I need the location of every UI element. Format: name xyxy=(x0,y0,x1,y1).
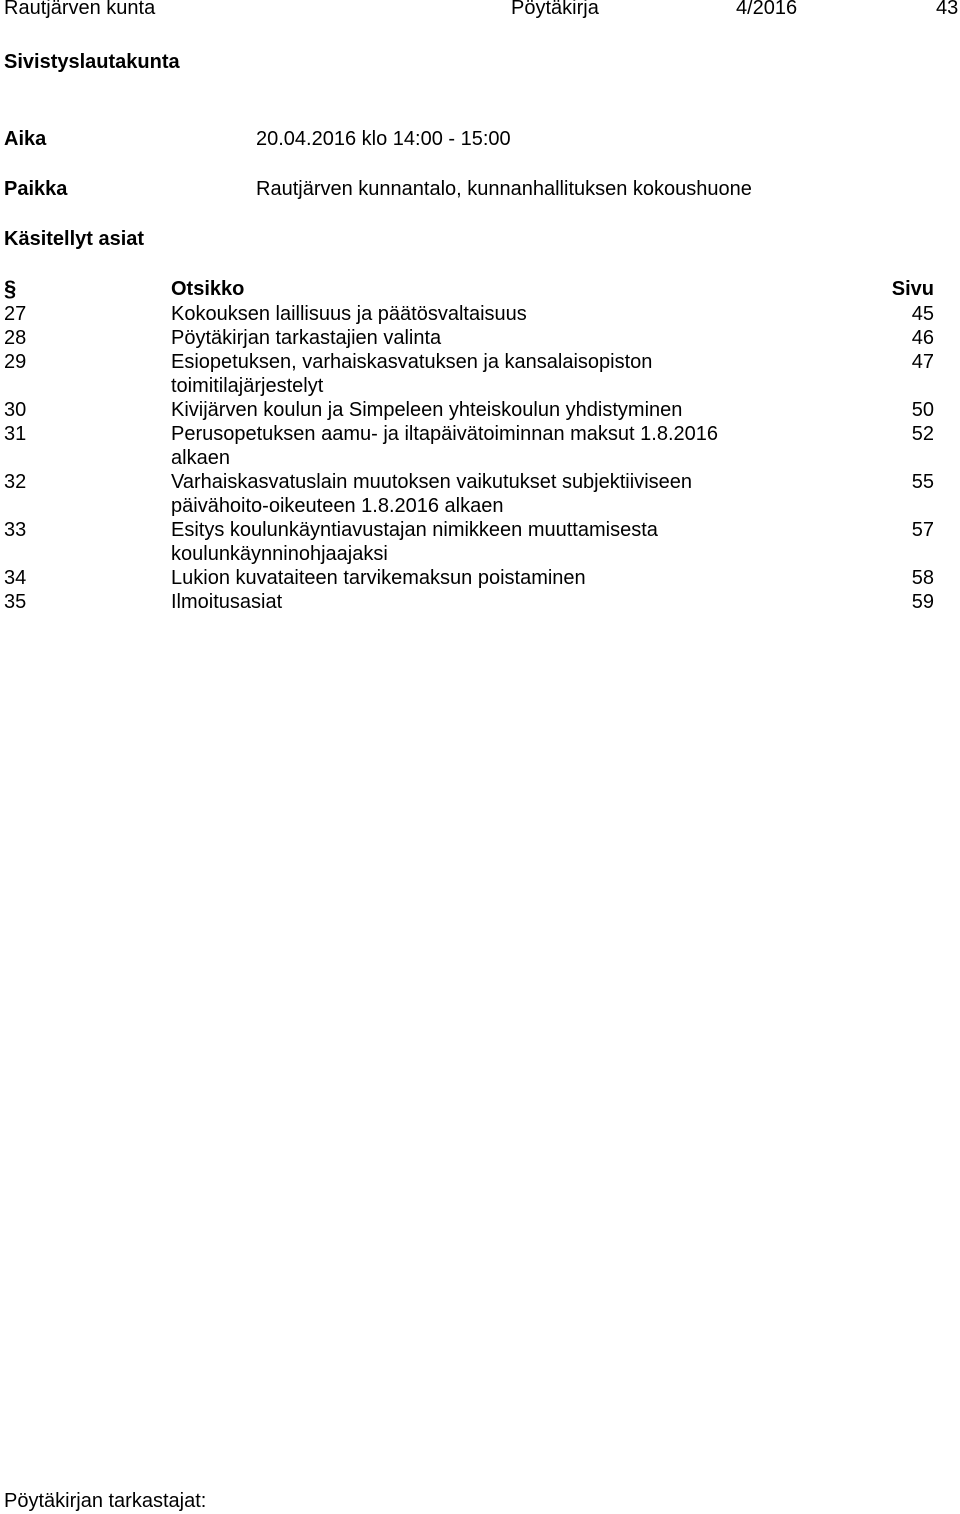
agenda-item-page: 46 xyxy=(911,327,934,349)
agenda-item-number: 32 xyxy=(4,471,27,493)
committee-name: Sivistyslautakunta xyxy=(4,51,180,73)
page-number: 43 xyxy=(936,0,959,19)
agenda-item-row xyxy=(4,590,934,614)
agenda-item-page: 47 xyxy=(911,351,934,373)
agenda-item-title: Esiopetuksen, varhaiskasvatuksen ja kansalaisopiston toimitilajärjestelyt xyxy=(171,351,653,397)
agenda-item-row xyxy=(4,350,934,398)
agenda-item-number: 28 xyxy=(4,327,27,349)
document-number: 4/2016 xyxy=(736,0,798,19)
agenda-item-title: Lukion kuvataiteen tarvikemaksun poistaminen xyxy=(171,567,586,589)
agenda-item-number: 31 xyxy=(4,423,27,445)
agenda-item-title: Esitys koulunkäyntiavustajan nimikkeen muuttamisesta koulunkäynninohjaajaksi xyxy=(171,519,658,565)
agenda-item-title: Varhaiskasvatuslain muutoksen vaikutukset subjektiiviseen päivähoito-oikeuteen 1.8.2016 alkaen xyxy=(171,471,693,517)
organization-name: Rautjärven kunta xyxy=(4,0,156,19)
time-value: 20.04.2016 klo 14:00 - 15:00 xyxy=(256,128,511,150)
agenda-item-row xyxy=(4,398,934,422)
agenda-item-number: 35 xyxy=(4,591,27,613)
document-type: Pöytäkirja xyxy=(511,0,599,19)
agenda-item-page: 55 xyxy=(911,471,934,493)
agenda-item-title: Kivijärven koulun ja Simpeleen yhteiskoulun yhdistyminen xyxy=(171,399,683,421)
agenda-item-number: 33 xyxy=(4,519,27,541)
agenda-item-row xyxy=(4,326,934,350)
agenda-rows xyxy=(4,302,934,614)
agenda-item-row xyxy=(4,470,934,518)
agenda-item-page: 57 xyxy=(911,519,934,541)
section-sign-icon: § xyxy=(4,276,17,301)
signers-label: Pöytäkirjan tarkastajat: xyxy=(4,1490,207,1512)
agenda-item-title: Pöytäkirjan tarkastajien valinta xyxy=(171,327,442,349)
agenda-item-number: 29 xyxy=(4,351,27,373)
agenda-item-number: 27 xyxy=(4,303,27,325)
agenda-table xyxy=(4,277,934,614)
agenda-item-page: 45 xyxy=(911,303,934,325)
section-column-header xyxy=(4,277,171,302)
place-value: Rautjärven kunnantalo, kunnanhallituksen kokoushuone xyxy=(256,178,752,200)
page-column-header: Sivu xyxy=(891,278,934,300)
agenda-item-row xyxy=(4,566,934,590)
place-label: Paikka xyxy=(4,178,68,200)
agenda-item-title: Kokouksen laillisuus ja päätösvaltaisuus xyxy=(171,303,527,325)
agenda-item-title: Ilmoitusasiat xyxy=(171,591,283,613)
agenda-item-title: Perusopetuksen aamu- ja iltapäivätoiminnan maksut 1.8.2016 alkaen xyxy=(171,423,718,469)
agenda-item-page: 59 xyxy=(911,591,934,613)
agenda-item-row xyxy=(4,302,934,326)
agenda-item-number: 30 xyxy=(4,399,27,421)
agenda-item-number: 34 xyxy=(4,567,27,589)
agenda-item-row xyxy=(4,518,934,566)
time-label: Aika xyxy=(4,128,47,150)
agenda-header-row xyxy=(4,277,934,302)
agenda-item-page: 58 xyxy=(911,567,934,589)
agenda-item-page: 50 xyxy=(911,399,934,421)
agenda-item-row xyxy=(4,422,934,470)
title-column-header: Otsikko xyxy=(171,278,245,300)
agenda-heading: Käsitellyt asiat xyxy=(4,228,145,250)
agenda-item-page: 52 xyxy=(911,423,934,445)
